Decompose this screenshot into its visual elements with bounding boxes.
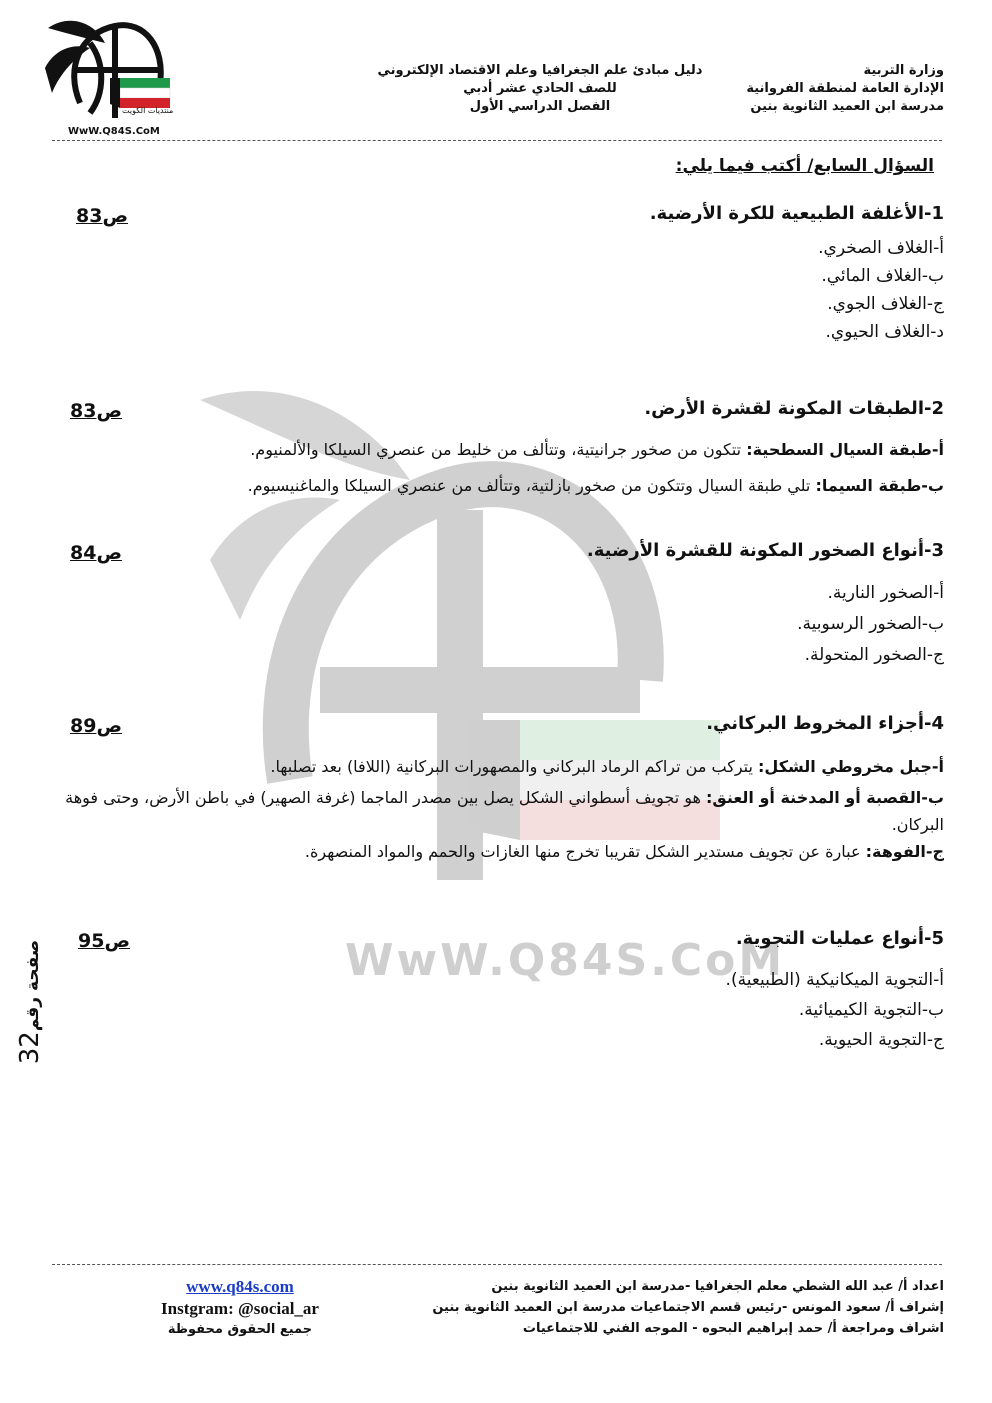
footer-divider xyxy=(52,1264,942,1265)
page-reference: ص83 xyxy=(70,400,123,422)
page-number: 32 xyxy=(15,1031,45,1065)
page-reference: ص83 xyxy=(76,205,129,227)
list-item: أ-الغلاف الصخري. xyxy=(818,238,944,258)
list-item: د-الغلاف الحيوي. xyxy=(825,322,944,342)
term-definition: تلي طبقة السيال وتتكون من صخور بازلتية، وتتألف من عنصري السيلكا والماغنيسيوم. xyxy=(247,476,816,495)
section-paragraphs xyxy=(64,436,944,500)
logo-caption: WwW.Q84S.CoM xyxy=(68,126,160,137)
section-items xyxy=(544,234,944,346)
page-number-vertical xyxy=(15,932,49,1072)
paragraph xyxy=(64,784,944,838)
rights-text: جميع الحقوق محفوظة xyxy=(167,1322,313,1337)
instagram-handle: Instgram: @social_ar xyxy=(161,1299,319,1318)
logo-arabic-text: منتديات الكويت xyxy=(122,106,174,115)
section-items xyxy=(544,965,944,1055)
term-definition: تتكون من صخور جرانيتية، وتتألف من خليط من عنصري السيلكا والألمنيوم. xyxy=(250,440,747,459)
list-item: ب-التجوية الكيميائية. xyxy=(798,1000,944,1020)
section-paragraphs xyxy=(64,753,944,865)
footer-credits xyxy=(404,1276,944,1339)
header-line: الإدارة العامة لمنطقة الفروانية xyxy=(746,81,944,96)
section-title: 1-الأغلفة الطبيعية للكرة الأرضية. xyxy=(649,203,944,224)
header-line: الفصل الدراسي الأول xyxy=(469,99,611,114)
header-line: للصف الحادي عشر أدبي xyxy=(463,81,617,96)
credit-line: اشراف ومراجعة أ/ حمد إبراهيم البحوه - الموجه الفني للاجتماعيات xyxy=(522,1321,944,1336)
section-title: 2-الطبقات المكونة لقشرة الأرض. xyxy=(644,398,944,419)
page-number-label: صفحة رقم xyxy=(23,939,43,1032)
section-title: 3-أنواع الصخور المكونة للقشرة الأرضية. xyxy=(586,540,944,561)
section-title: 5-أنواع عمليات التجوية. xyxy=(735,928,944,949)
footer-links xyxy=(130,1276,350,1340)
header-line: دليل مبادئ علم الجغرافيا وعلم الاقتصاد الإلكتروني xyxy=(377,63,703,78)
header-line: مدرسة ابن العميد الثانوية بنين xyxy=(750,99,944,114)
term-label: ب-طبقة السيما: xyxy=(815,476,944,495)
list-item: ج-الغلاف الجوي. xyxy=(827,294,944,314)
term-label: أ-جبل مخروطي الشكل: xyxy=(758,757,944,776)
section-title: 4-أجزاء المخروط البركاني. xyxy=(706,713,944,734)
term-label: ب-القصبة أو المدخنة أو العنق: xyxy=(706,788,944,807)
term-definition: يتركب من تراكم الرماد البركاني والمصهورات البركانية (اللافا) بعد تصلبها. xyxy=(270,757,759,776)
header-divider xyxy=(52,140,942,141)
term-definition: هو تجويف أسطواني الشكل يصل بين مصدر الماجما (غرفة الصهير) في باطن الأرض، وحتى فوهة البركان. xyxy=(65,788,944,834)
list-item: ج-الصخور المتحولة. xyxy=(804,645,944,665)
term-definition: عبارة عن تجويف مستدير الشكل تقريبا تخرج منها الغازات والحمم والمواد المنصهرة. xyxy=(304,842,866,861)
list-item: ب-الغلاف المائي. xyxy=(821,266,944,286)
header-ministry-block xyxy=(684,62,944,116)
watermark-text: WwW.Q84S.CoM xyxy=(345,935,786,986)
question-heading: السؤال السابع/ أكتب فيما يلي: xyxy=(675,156,934,176)
website-link[interactable]: www.q84s.com xyxy=(186,1277,294,1296)
list-item: ب-الصخور الرسوبية. xyxy=(797,614,944,634)
term-label: أ-طبقة السيال السطحية: xyxy=(746,440,944,459)
credit-line: اعداد أ/ عبد الله الشطي معلم الجغرافيا -مدرسة ابن العميد الثانوية بنين xyxy=(491,1279,944,1294)
page-reference: ص84 xyxy=(70,542,123,564)
list-item: أ-الصخور النارية. xyxy=(827,583,944,603)
site-logo xyxy=(40,8,180,138)
header-line: وزارة التربية xyxy=(863,63,944,78)
paragraph xyxy=(64,436,944,464)
section-items xyxy=(544,578,944,671)
list-item: ج-التجوية الحيوية. xyxy=(818,1030,944,1050)
paragraph xyxy=(64,838,944,865)
credit-line: إشراف أ/ سعود المونس -رئيس قسم الاجتماعيات مدرسة ابن العميد الثانوية بنين xyxy=(432,1300,944,1315)
page-reference: ص89 xyxy=(70,715,123,737)
term-label: ج-الفوهة: xyxy=(865,842,944,861)
list-item: أ-التجوية الميكانيكية (الطبيعية). xyxy=(725,970,944,990)
header-course-block xyxy=(370,62,710,116)
paragraph xyxy=(64,472,944,500)
paragraph xyxy=(64,753,944,780)
page-reference: ص95 xyxy=(78,930,131,952)
